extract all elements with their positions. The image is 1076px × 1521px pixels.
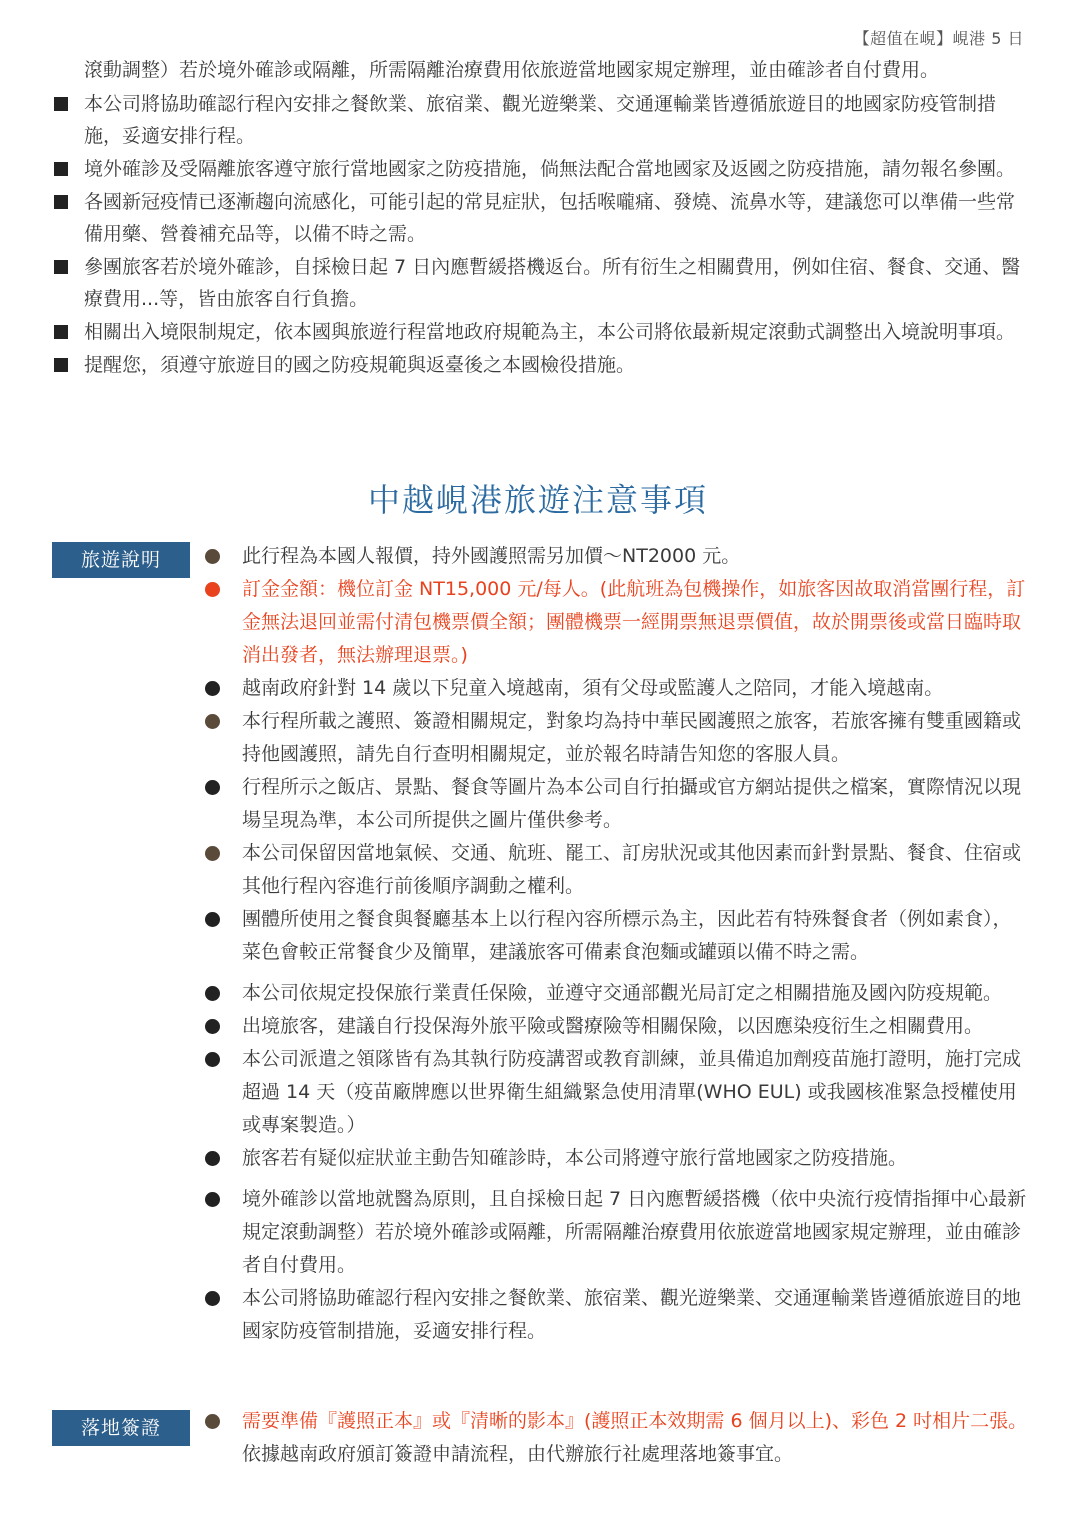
top-note-text: 本公司將協助確認行程內安排之餐飲業、旅宿業、觀光遊樂業、交通運輸業皆遵循旅遊目的地國家防疫管制措施，妥適安排行程。 <box>84 93 997 147</box>
travel-info-text: 本行程所載之護照、簽證相關規定，對象均為持中華民國護照之旅客，若旅客擁有雙重國籍或持他國護照，請先自行查明相關規定，並於報名時請告知您的客服人員。 <box>242 710 1022 765</box>
square-bullet-icon <box>54 358 68 372</box>
travel-info-item <box>200 1010 1028 1043</box>
square-bullet-icon <box>54 97 68 111</box>
travel-info-text: 本公司依規定投保旅行業責任保險，並遵守交通部觀光局訂定之相關措施及國內防疫規範。 <box>242 982 1003 1004</box>
bullet-dot-icon <box>205 1414 220 1429</box>
bullet-dot-icon <box>205 1019 220 1034</box>
top-note-item <box>52 349 1027 381</box>
bullet-dot-icon <box>205 1291 220 1306</box>
travel-info-label: 旅遊說明 <box>52 542 190 578</box>
top-note-item <box>52 251 1027 315</box>
visa-process-text: 依據越南政府頒訂簽證申請流程，由代辦旅行社處理落地簽事宜。 <box>242 1443 794 1465</box>
bullet-dot-icon <box>205 1052 220 1067</box>
bullet-dot-icon <box>205 582 220 597</box>
bullet-dot-icon <box>205 780 220 795</box>
bullet-dot-icon <box>205 986 220 1001</box>
top-note-text: 境外確診及受隔離旅客遵守旅行當地國家之防疫措施，倘無法配合當地國家及返國之防疫措施，請勿報名參團。 <box>84 158 1016 180</box>
square-bullet-icon <box>54 195 68 209</box>
bullet-dot-icon <box>205 549 220 564</box>
top-note-text: 各國新冠疫情已逐漸趨向流感化，可能引起的常見症狀，包括喉嚨痛、發燒、流鼻水等，建議您可以準備一些常備用藥、營養補充品等，以備不時之需。 <box>84 191 1016 245</box>
travel-info-text: 行程所示之飯店、景點、餐食等圖片為本公司自行拍攝或官方網站提供之檔案，實際情況以現場呈現為準，本公司所提供之圖片僅供參考。 <box>242 776 1022 831</box>
bullet-dot-icon <box>205 1192 220 1207</box>
travel-info-item <box>200 705 1028 771</box>
travel-info-item <box>200 1183 1028 1282</box>
travel-info-item <box>200 903 1028 969</box>
top-note-text: 相關出入境限制規定，依本國與旅遊行程當地政府規範為主，本公司將依最新規定滾動式調整出入境說明事項。 <box>84 321 1016 343</box>
square-bullet-icon <box>54 260 68 274</box>
top-note-text: 參團旅客若於境外確診，自採檢日起 7 日內應暫緩搭機返台。所有衍生之相關費用，例如住宿、餐食、交通、醫療費用...等，皆由旅客自行負擔。 <box>84 256 1021 310</box>
travel-info-item <box>200 540 1028 573</box>
top-note-item <box>52 88 1027 152</box>
bullet-dot-icon <box>205 846 220 861</box>
top-note-item <box>52 186 1027 250</box>
travel-info-item <box>200 1043 1028 1142</box>
travel-info-text: 此行程為本國人報價，持外國護照需另加價～NT2000 元。 <box>242 545 741 567</box>
visa-label: 落地簽證 <box>52 1410 190 1446</box>
page-title: 中越峴港旅遊注意事項 <box>367 481 708 519</box>
square-bullet-icon <box>54 162 68 176</box>
travel-info-text: 團體所使用之餐食與餐廳基本上以行程內容所標示為主，因此若有特殊餐食者（例如素食），菜色會較正常餐食少及簡單，建議旅客可備素食泡麵或罐頭以備不時之需。 <box>242 908 1012 963</box>
travel-info-text: 本公司將協助確認行程內安排之餐飲業、旅宿業、觀光遊樂業、交通運輸業皆遵循旅遊目的地國家防疫管制措施，妥適安排行程。 <box>242 1287 1022 1342</box>
visa-info-item <box>200 1405 1028 1471</box>
bullet-dot-icon <box>205 912 220 927</box>
top-continuation-text: 滾動調整）若於境外確診或隔離，所需隔離治療費用依旅遊當地國家規定辦理，並由確診者自付費用。 <box>84 59 940 81</box>
top-notes-section <box>52 54 1027 382</box>
deposit-notice-text: 訂金金額：機位訂金 NT15,000 元/每人。(此航班為包機操作，如旅客因故取消當團行程，訂金無法退回並需付清包機票價全額；團體機票一經開票無退票價值，故於開票後或當日臨時取消出發者，無法辦理退票。) <box>242 578 1026 666</box>
travel-info-item <box>200 1142 1028 1175</box>
travel-info-item <box>200 672 1028 705</box>
bullet-dot-icon <box>205 681 220 696</box>
travel-info-text: 本公司保留因當地氣候、交通、航班、罷工、訂房狀況或其他因素而針對景點、餐食、住宿或其他行程內容進行前後順序調動之權利。 <box>242 842 1022 897</box>
travel-info-item <box>200 771 1028 837</box>
visa-requirement-text: 需要準備『護照正本』或『清晰的影本』(護照正本效期需 6 個月以上)、彩色 2 吋相片二張。 <box>242 1410 1028 1432</box>
travel-info-text: 境外確診以當地就醫為原則，且自採檢日起 7 日內應暫緩搭機（依中央流行疫情指揮中心最新規定滾動調整）若於境外確診或隔離，所需隔離治療費用依旅遊當地國家規定辦理，並由確診者自付費用。 <box>242 1188 1027 1276</box>
top-note-text: 提醒您，須遵守旅遊目的國之防疫規範與返臺後之本國檢役措施。 <box>84 354 636 376</box>
top-note-item <box>52 153 1027 185</box>
bullet-dot-icon <box>205 714 220 729</box>
travel-info-text: 旅客若有疑似症狀並主動告知確診時，本公司將遵守旅行當地國家之防疫措施。 <box>242 1147 908 1169</box>
header-tag: 【超值在峴】峴港 5 日 <box>853 29 1024 48</box>
travel-info-list <box>200 540 1028 1348</box>
travel-info-item <box>200 977 1028 1010</box>
travel-info-item <box>200 1282 1028 1348</box>
deposit-notice-item <box>200 573 1028 672</box>
travel-info-text: 越南政府針對 14 歲以下兒童入境越南，須有父母或監護人之陪同，才能入境越南。 <box>242 677 944 699</box>
bullet-dot-icon <box>205 1151 220 1166</box>
top-note-item <box>52 316 1027 348</box>
square-bullet-icon <box>54 325 68 339</box>
travel-info-item <box>200 837 1028 903</box>
travel-info-text: 本公司派遣之領隊皆有為其執行防疫講習或教育訓練，並具備追加劑疫苗施打證明，施打完成超過 14 天（疫苗廠牌應以世界衛生組織緊急使用清單(WHO EUL) 或我國核准緊急授權使用或專案製造。） <box>242 1048 1022 1136</box>
top-notes-list <box>52 88 1027 381</box>
travel-info-text: 出境旅客，建議自行投保海外旅平險或醫療險等相關保險，以因應染疫衍生之相關費用。 <box>242 1015 984 1037</box>
